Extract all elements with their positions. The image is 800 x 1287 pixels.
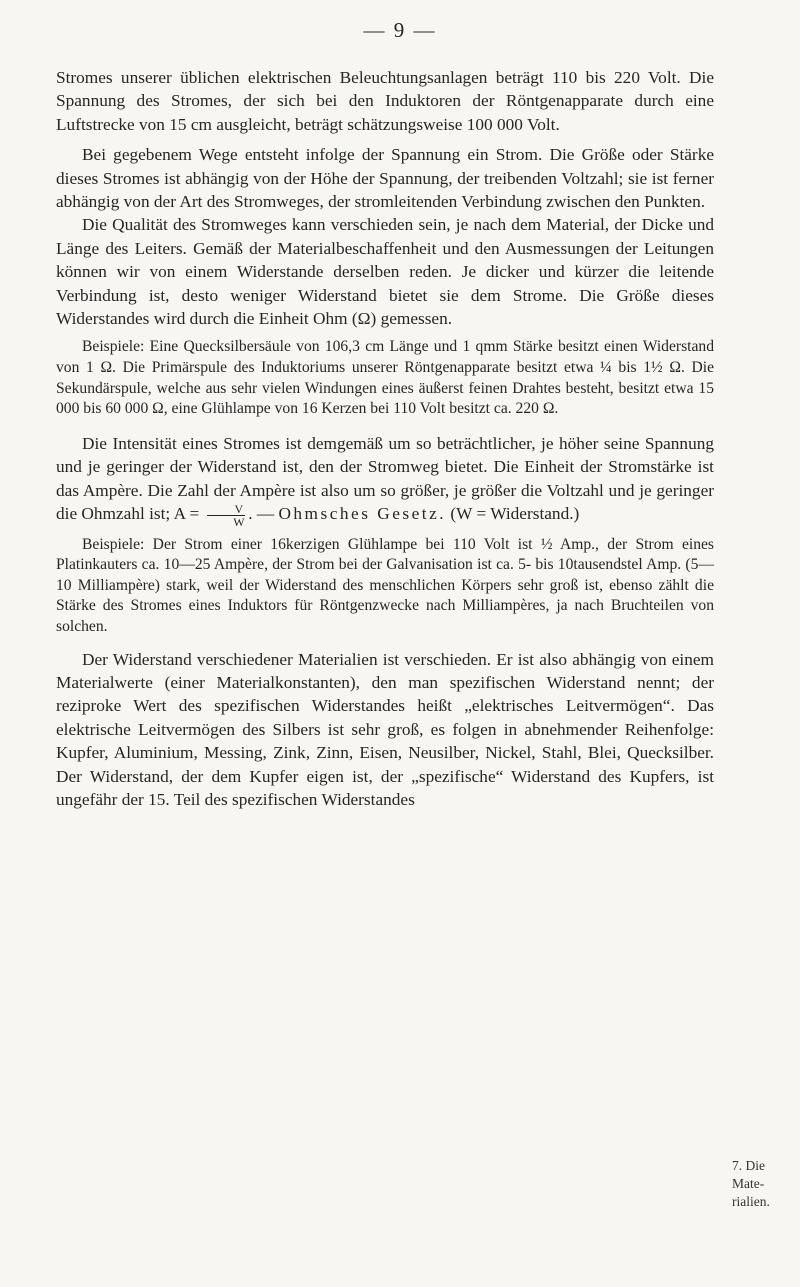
ohms-law-term: Ohmsches Gesetz. [278, 504, 447, 524]
example-paragraph-2: Beispiele: Der Strom einer 16kerzigen Glühlampe bei 110 Volt ist ½ Amp., der Strom eines Platinkauters ca. 10—25 Ampère, der Strom bei der Galvanisation ist ca. 5- bis 10tausendstel Amp. (5—10 Milliampère) stark, weil der Widerstand des menschlichen Körpers sehr groß ist, ebenso zählt die Stärke des Stromes eines Induktors für Röntgenzwecke nach Milliampères, ja nach Bruchteilen von solchen. [56, 535, 714, 635]
ohms-law-fraction [207, 503, 246, 528]
ohms-law-separator: . — [248, 504, 275, 524]
paragraph-materials: Der Widerstand verschiedener Materialien ist verschieden. Er ist also abhängig von einem Materialwerte (einer Materialkonstanten), den man spezifischen Widerstand nennt; der reziproke Wert des spezifischen Widerstandes heißt „elektrisches Leitvermögen“. Das elektrische Leitvermögen des Silbers ist sehr groß, es folgen in abnehmender Reihenfolge: Kupfer, Aluminium, Messing, Zink, Zinn, Eisen, Neusilber, Nickel, Stahl, Blei, Quecksilber. Der Widerstand, der dem Kupfer eigen ist, der „spezifische“ Widerstand des Kupfers, ist ungefähr der 15. Teil des spezifischen Widerstandes [56, 649, 714, 809]
fraction-numerator: V [207, 503, 246, 516]
example-paragraph-1: Beispiele: Eine Quecksilbersäule von 106,3 cm Länge und 1 qmm Stärke besitzt einen Widerstand von 1 Ω. Die Primärspule des Induktoriums unserer Röntgenapparate besitzt etwa ¼ bis 1½ Ω. Die Sekundärspule, welche aus sehr vielen Windungen eines äußerst feinen Drahtes besteht, besitzt etwa 15 000 bis 60 000 Ω, eine Glühlampe von 16 Kerzen bei 110 Volt besitzt ca. 220 Ω. [56, 338, 714, 418]
paragraph-ohms-law [56, 432, 714, 528]
ohms-law-note: (W = Widerstand.) [450, 504, 580, 524]
fraction-denominator: W [233, 514, 245, 529]
paragraph-1: Stromes unserer üblichen elektrischen Beleuchtungsanlagen beträgt 110 bis 220 Volt. Die Spannung des Stromes, der sich bei den Induktoren der Röntgenapparate durch eine Luftstrecke von 15 cm ausgleicht, beträgt schätzungsweise 100 000 Volt. [56, 68, 714, 134]
body-text [56, 66, 714, 811]
margin-note: 7. Die Mate- rialien. [732, 1158, 770, 1209]
paragraph-2: Bei gegebenem Wege entsteht infolge der Spannung ein Strom. Die Größe oder Stärke dieses Stromes ist abhängig von der Höhe der Spannung, der treibenden Voltzahl; sie ist ferner abhängig von der Art des Stromweges, der stromleitenden Verbindung zwischen den Punkten. [56, 145, 714, 212]
page-number: — 9 — [363, 18, 437, 42]
ohms-law-lead-text: Die Intensität eines Stromes ist demgemäß um so beträchtlicher, je höher seine Spannung und je geringer der Widerstand ist, den der Stromweg bietet. Die Einheit der Stromstärke ist das Ampère. Die Zahl der Ampère ist also um so größer, je größer die Voltzahl und je geringer die Ohmzahl ist; A = [56, 433, 714, 524]
paragraph-3: Die Qualität des Stromweges kann verschieden sein, je nach dem Material, der Dicke und Länge des Leiters. Gemäß der Materialbeschaffenheit und den Ausmessungen der Leitungen können wir von einem Widerstande derselben reden. Je dicker und kürzer die leitende Verbindung ist, desto weniger Widerstand bietet sie dem Strome. Die Größe dieses Widerstandes wird durch die Einheit Ohm (Ω) gemessen. [56, 215, 714, 329]
